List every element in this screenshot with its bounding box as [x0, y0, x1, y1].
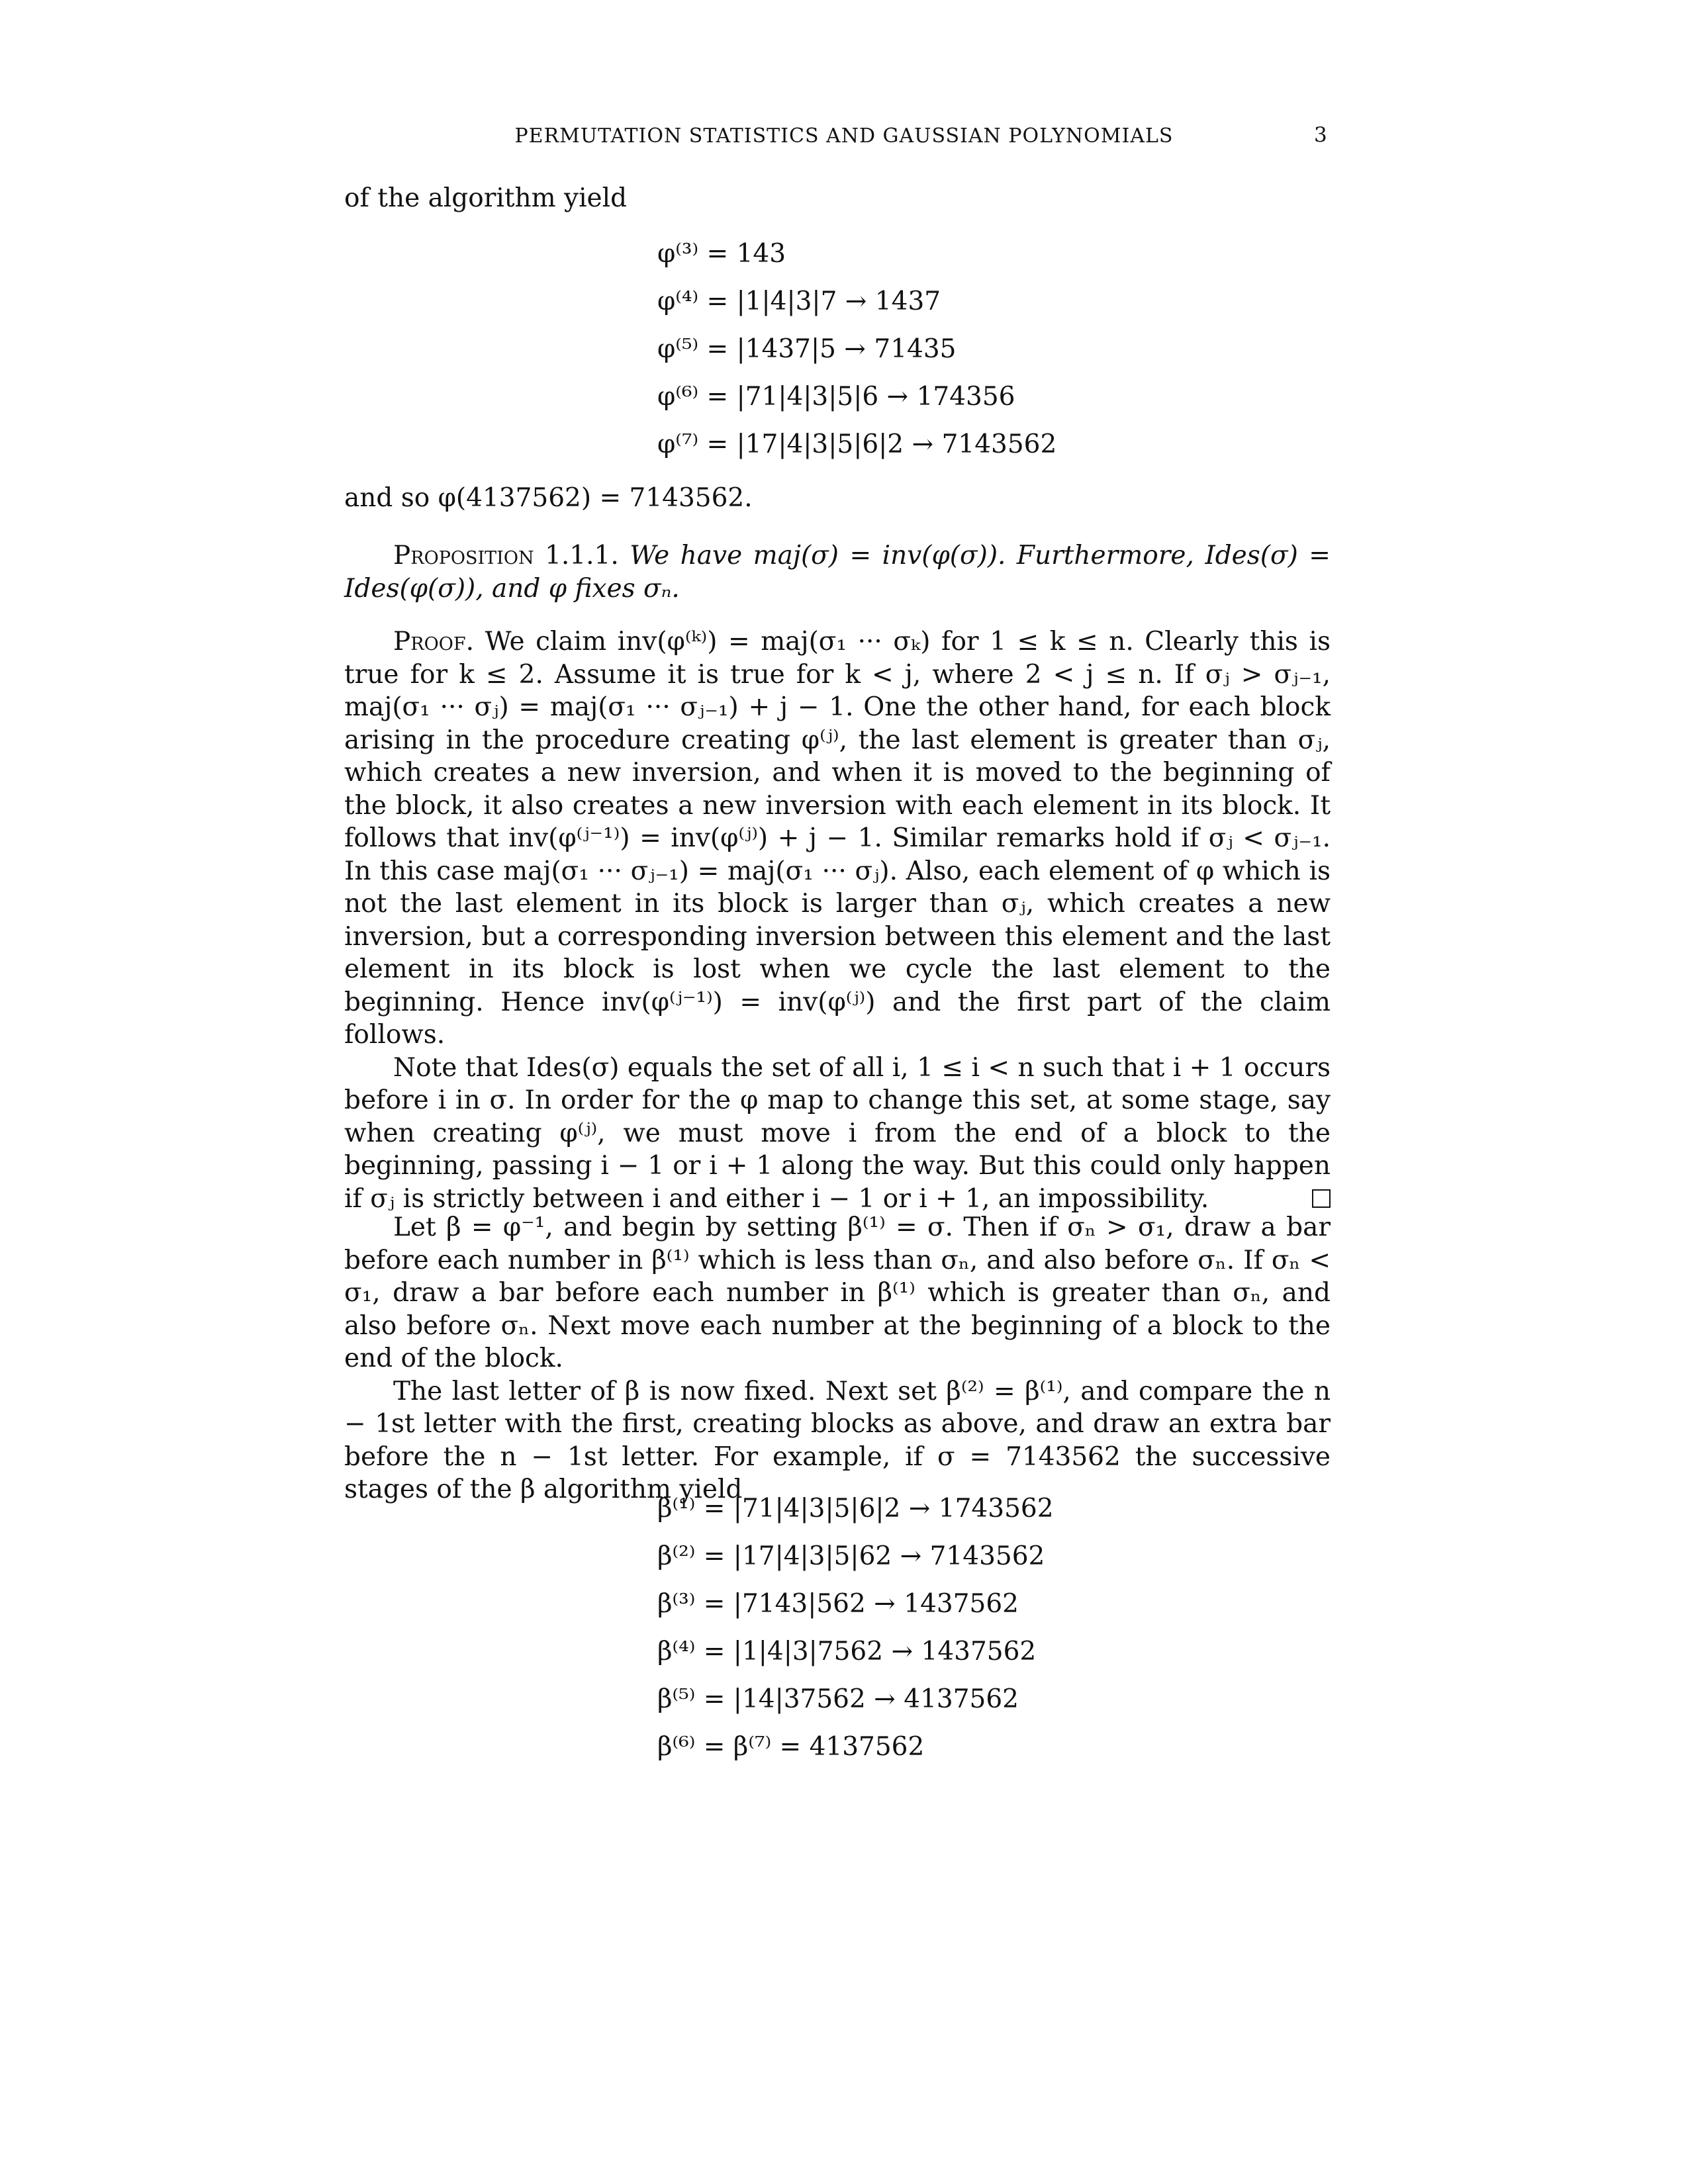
conclusion-line: and so φ(4137562) = 7143562. [344, 483, 753, 513]
phi-line-3: φ⁽³⁾ = 143 [657, 239, 786, 269]
conclusion-text [344, 482, 1331, 515]
beta-line-4: β⁽⁴⁾ = |1|4|3|7562 → 1437562 [657, 1637, 1037, 1666]
qed-square-icon [1312, 1189, 1331, 1208]
phi-line-7: φ⁽⁷⁾ = |17|4|3|5|6|2 → 7143562 [657, 430, 1057, 459]
proof-label: Proof. [393, 627, 474, 657]
phi-display [657, 230, 1056, 469]
phi-line-4: φ⁽⁴⁾ = |1|4|3|7 → 1437 [657, 287, 941, 316]
beta-paragraph-2: The last letter of β is now fixed. Next set β⁽²⁾ = β⁽¹⁾, and compare the n − 1st letter with the first, creating blocks as above, and draw an extra bar before the n − 1st letter. For example, if σ = 7143562 the successive stages of the β algorithm yield [344, 1376, 1331, 1504]
phi-line-6: φ⁽⁶⁾ = |71|4|3|5|6 → 174356 [657, 382, 1015, 412]
proof-paragraph-2: Note that Ides(σ) equals the set of all i, 1 ≤ i < n such that i + 1 occurs before i in σ. In order for the φ map to change this set, at some stage, say when creating φ⁽ʲ⁾, we must move i from the end of a block to the beginning, passing i − 1 or i + 1 along the way. But this could only happen if σⱼ is strictly between i and either i − 1 or i + 1, an impossibility. [344, 1052, 1331, 1214]
proof-block [344, 625, 1331, 1215]
proposition-block [344, 539, 1331, 605]
intro-line: of the algorithm yield [344, 183, 628, 213]
beta-block [344, 1211, 1331, 1506]
phi-line-5: φ⁽⁵⁾ = |1437|5 → 71435 [657, 334, 957, 364]
proposition-statement: We have maj(σ) = inv(φ(σ)). Furthermore, Ides(σ) = Ides(φ(σ)), and φ fixes σₙ. [344, 541, 1331, 604]
intro-text [344, 182, 1331, 215]
beta-line-2: β⁽²⁾ = |17|4|3|5|62 → 7143562 [657, 1541, 1045, 1571]
beta-line-1: β⁽¹⁾ = |71|4|3|5|6|2 → 1743562 [657, 1494, 1054, 1524]
beta-line-3: β⁽³⁾ = |7143|562 → 1437562 [657, 1589, 1019, 1619]
proof-paragraph-1: We claim inv(φ⁽ᵏ⁾) = maj(σ₁ ··· σₖ) for 1 ≤ k ≤ n. Clearly this is true for k ≤ 2. Assume it is true for k < j, where 2 < j ≤ n. If σⱼ > σⱼ₋₁, maj(σ₁ ··· σⱼ) = maj(σ₁ ··· σⱼ₋₁) + j − 1. One the other hand, for each block arising in the procedure creating φ⁽ʲ⁾, the last element is greater than σⱼ, which creates a new inversion, and when it is moved to the beginning of the block, it also creates a new inversion with each element in its block. It follows that inv(φ⁽ʲ⁻¹⁾) = inv(φ⁽ʲ⁾) + j − 1. Similar remarks hold if σⱼ < σⱼ₋₁. In this case maj(σ₁ ··· σⱼ₋₁) = maj(σ₁ ··· σⱼ). Also, each element of φ which is not the last element in its block is larger than σⱼ, which creates a new inversion, but a corresponding inversion between this element and the last element in its block is lost when we cycle the last element to the beginning. Hence inv(φ⁽ʲ⁻¹⁾) = inv(φ⁽ʲ⁾) and the first part of the claim follows. [344, 627, 1331, 1050]
proposition-label: Proposition 1.1.1. [393, 541, 619, 570]
page-number: 3 [1314, 123, 1327, 147]
beta-display [657, 1485, 1054, 1771]
beta-line-6: β⁽⁶⁾ = β⁽⁷⁾ = 4137562 [657, 1732, 925, 1762]
running-title: PERMUTATION STATISTICS AND GAUSSIAN POLYNOMIALS [514, 124, 1174, 148]
beta-paragraph-1: Let β = φ⁻¹, and begin by setting β⁽¹⁾ = σ. Then if σₙ > σ₁, draw a bar before each number in β⁽¹⁾ which is less than σₙ, and also before σₙ. If σₙ < σ₁, draw a bar before each number in β⁽¹⁾ which is greater than σₙ, and also before σₙ. Next move each number at the beginning of a block to the end of the block. [344, 1212, 1331, 1373]
beta-line-5: β⁽⁵⁾ = |14|37562 → 4137562 [657, 1684, 1019, 1714]
